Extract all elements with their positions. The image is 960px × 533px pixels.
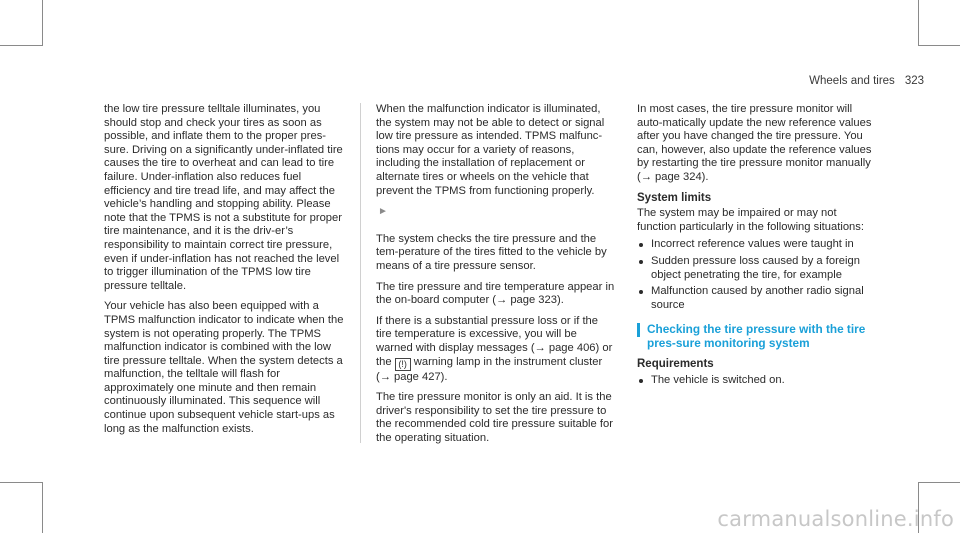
crop-mark (918, 482, 960, 483)
crop-mark (42, 482, 43, 533)
paragraph: In most cases, the tire pressure monitor will auto-matically update the new reference values after you have changed the tire pressure. You can, however, also update the reference values by restarting the tire pressure monitor manually (→ page 324). (637, 103, 872, 183)
requirements-list (637, 374, 877, 388)
continue-arrow-icon: ► (378, 206, 388, 218)
paragraph-text: If there is a substantial pressure loss or if the tire temperature is excessive, you will be warned with display messages (→ page 406) or the (376, 314, 613, 368)
paragraph: The system may be impaired or may not function particularly in the following situations: (637, 207, 864, 233)
list-item: Malfunction caused by another radio signal source (637, 285, 877, 312)
paragraph: The system checks the tire pressure and the tem-perature of the tires fitted to the vehicle by means of a tire pressure sensor. (376, 232, 607, 272)
subheading-requirements: Requirements (637, 358, 714, 371)
paragraph: Your vehicle has also been equipped with a TPMS malfunction indicator to indicate when the system is not operating properly. The TPMS malfunction indicator is combined with the low tire pressure telltale. When the system detects a malfunction, the telltale will flash for approximately one minute and then remain continuously illuminated. This sequence will continue upon subsequent vehicle start-ups as long as the malfunction exists. (104, 300, 344, 435)
paragraph: The tire pressure and tire temperature appear in the on-board computer (→ page 323). (376, 280, 615, 307)
paragraph: When the malfunction indicator is illuminated, the system may not be able to detect or signal low tire pressure as intended. TPMS malfunc-tions may occur for a variety of reasons, including the installation of replacement or alternate tires or wheels on the vehicle that prevent the TPMS from functioning properly. (376, 103, 605, 197)
paragraph: The tire pressure monitor is only an aid. It is the driver's responsibility to set the tire pressure to the recommended cold tire pressure suitable for the operating situation. (376, 391, 613, 444)
column-divider (360, 103, 361, 443)
column-1 (104, 103, 344, 443)
crop-mark (0, 482, 42, 483)
crop-mark (918, 0, 919, 46)
paragraph: the low tire pressure telltale illuminates, you should stop and check your tires as soon as possible, and inflate them to the proper pres-sure. Driving on a significantly under-inflated tire causes the tire to overheat and can lead to tire failure. Under-inflation also reduces fuel efficiency and tire tread life, and may affect the vehicle’s handling and stopping ability. Please note that the TPMS is not a substitute for proper tire maintenance, and it is the driv-er’s responsibility to maintain correct tire pressure, even if under-inflation has not reached the level to trigger illumination of the TPMS low tire pressure telltale. (104, 103, 343, 292)
subheading-system-limits: System limits (637, 191, 712, 204)
paragraph (376, 315, 616, 384)
list-item: The vehicle is switched on. (637, 374, 877, 388)
limits-list (637, 238, 877, 312)
column-3 (637, 103, 877, 398)
column-2 (376, 103, 616, 452)
crop-mark (918, 45, 960, 46)
page-number: 323 (904, 75, 924, 87)
tire-pressure-warning-icon: (!) (395, 358, 411, 371)
crop-mark (0, 45, 42, 46)
running-head (809, 75, 924, 87)
section-name: Wheels and tires (809, 75, 895, 87)
list-item: Incorrect reference values were taught in (637, 238, 877, 252)
section-title: Checking the tire pressure with the tire pres-sure monitoring system (637, 322, 877, 350)
crop-mark (42, 0, 43, 46)
watermark-logo: carmanualsonline.info (717, 507, 954, 531)
list-item: Sudden pressure loss caused by a foreign object penetrating the tire, for example (637, 255, 877, 282)
paragraph-text: warning lamp in the instrument cluster (→ page 427). (376, 355, 603, 383)
